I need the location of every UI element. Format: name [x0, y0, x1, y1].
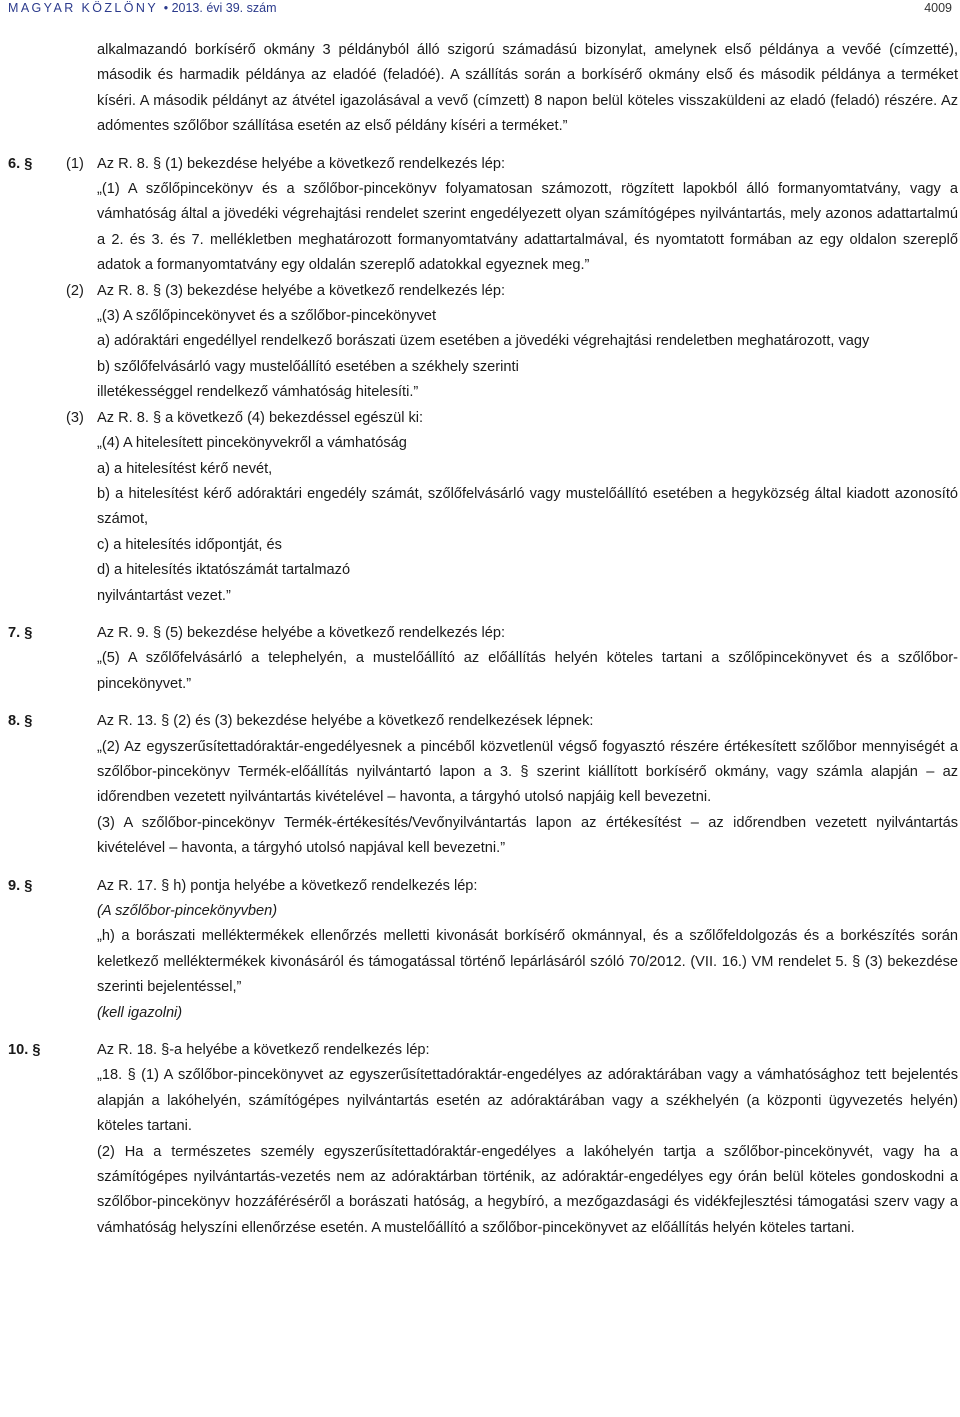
- section: [8, 1038, 958, 1241]
- text-line: „h) a borászati melléktermékek ellenőrzés melletti kivonását borkísérő okmánnyal, és a szőlőfeldolgozás és a borkészítés során keletkező melléktermékek kivonásáról és támogatással történő lepárlásáról szóló 70/2012. (VII. 16.) VM rendelet 5. § (3) bekezdése szerinti bejelentéssel,”: [97, 928, 958, 996]
- subsection-number: (2): [66, 282, 84, 299]
- section-number: 6. §: [8, 155, 33, 172]
- text-line: „(1) A szőlőpincekönyv és a szőlőbor-pincekönyv folyamatosan számozott, rögzített lapokból álló formanyomtatvány, vagy a vámhatóság által a jövedéki végrehajtási rendelet szerint engedélyezett olyan számítógépes nyilvántartás, mely azonos adattartalmú a 2. és 3. és 7. mellékletben meghatározott formanyomtatvány adattartalmával, és nyomtatott formában az egy oldalon szereplő adatok a formanyomtatvány egy oldalán szereplő adatokkal egyeznek meg.”: [97, 181, 958, 274]
- text-line: illetékességgel rendelkező vámhatóság hitelesíti.”: [97, 384, 419, 401]
- text-line: (3) A szőlőbor-pincekönyv Termék-értékesítés/Vevőnyilvántartás lapon az értékesítést – az időrendben vezetett nyilvántartás kivételével – havonta, a tárgyhó utolsó napjával kell bevezetni.”: [97, 814, 958, 857]
- subsection-number: (3): [66, 409, 84, 426]
- subsection-line: [66, 279, 958, 304]
- text-line: b) a hitelesítést kérő adóraktári engedély számát, szőlőfelvásárló vagy mustelőállító esetében a hegyközség által kiadott azonosító számot,: [97, 485, 958, 528]
- text-line: „(5) A szőlőfelvásárló a telephelyén, a mustelőállító az előállítás helyén köteles tartani a szőlőpincekönyvet és a szőlőbor-pincekönyvet.”: [97, 650, 958, 692]
- text-line: Az R. 17. § h) pontja helyébe a következő rendelkezés lép:: [97, 877, 478, 894]
- section-number: 10. §: [8, 1042, 41, 1059]
- section: [8, 874, 958, 1026]
- issue-label: • 2013. évi 39. szám: [163, 1, 277, 15]
- text-line: „(4) A hitelesített pincekönyvekről a vámhatóság: [97, 435, 407, 452]
- section-number: 8. §: [8, 713, 33, 730]
- text-line: Az R. 13. § (2) és (3) bekezdése helyébe a következő rendelkezések lépnek:: [97, 713, 594, 730]
- text-line: (2) Ha a természetes személy egyszerűsítettadóraktár-engedélyes a lakóhelyén tartja a szőlőbor-pincekönyvét, vagy ha a számítógépes nyilvántartás-vezetés nem az adóraktárban történik, az adóraktár-engedélyes egy órán belül köteles gondoskodni a szőlőbor-pincekönyv hozzáféréséről a borászati hatóság, a hegybíró, a mezőgazdasági és vidékfejlesztési támogatási szerv vagy a vámhatóság helyszíni ellenőrzése esetén. A mustelőállító a szőlőbor-pincekönyvet az előállítás helyén köteles tartani.: [97, 1143, 958, 1236]
- text-line: a) a hitelesítést kérő nevét,: [97, 460, 273, 477]
- subsection-text: Az R. 8. § (1) bekezdése helyébe a következő rendelkezés lép:: [97, 155, 506, 172]
- section: [8, 709, 958, 861]
- page-number: 4009: [924, 1, 952, 15]
- subsection-number: (1): [66, 155, 84, 172]
- italic-line: (kell igazolni): [97, 1004, 183, 1021]
- text-line: „18. § (1) A szőlőbor-pincekönyvet az egyszerűsítettadóraktár-engedélyes az adóraktárában vagy a vámhatósághoz tett bejelentés alapján a lakóhelyén, számítógépes nyilvántartás esetén az adóraktárában vagy a székhelyén (a központi ügyvezetés helyén) köteles tartani.: [97, 1067, 958, 1135]
- page-header: [8, 0, 952, 18]
- italic-line: (A szőlőbor-pincekönyvben): [97, 903, 278, 919]
- section: [8, 152, 958, 609]
- text-line: nyilvántartást vezet.”: [97, 587, 231, 604]
- text-line: d) a hitelesítés iktatószámát tartalmazó: [97, 562, 351, 579]
- section: [8, 621, 958, 697]
- journal-name: MAGYAR KÖZLÖNY: [8, 1, 158, 15]
- section-number: 7. §: [8, 624, 33, 641]
- text-line: b) szőlőfelvásárló vagy mustelőállító esetében a székhely szerinti: [97, 358, 519, 375]
- journal-title: [8, 1, 277, 15]
- sections: [8, 152, 958, 1242]
- subsection-line: [66, 152, 958, 177]
- text-line: Az R. 18. §-a helyébe a következő rendelkezés lép:: [97, 1042, 430, 1059]
- intro-paragraph: alkalmazandó borkísérő okmány 3 példányból álló szigorú számadású bizonylat, amelynek első példánya a vevőé (címzetté), második és harmadik példánya az eladóé (feladóé). A szállítás során a borkísérő okmány első és második példánya a terméket kíséri. A második példányt az átvétel igazolásával a vevő (címzett) 8 napon belül köteles visszaküldeni az eladó (feladó) részére. Az adómentes szőlőbor szállítása esetén az első példány kíséri a terméket.”: [97, 42, 958, 135]
- text-line: „(2) Az egyszerűsítettadóraktár-engedélyesnek a pincéből közvetlenül végső fogyasztó részére értékesített szőlőbor mennyiségét a szőlőbor-pincekönyv Termék-előállítás nyilvántartó lapon a 3. § szerint kiállított borkísérő okmány, vagy számla alapján – az időrendben vezetett nyilvántartás kivételével – havonta, a tárgyhó utolsó napjáig kell bevezetni.: [97, 738, 958, 806]
- subsection-text: Az R. 8. § (3) bekezdése helyébe a következő rendelkezés lép:: [97, 282, 506, 299]
- text-line: c) a hitelesítés időpontját, és: [97, 536, 282, 553]
- subsection-line: [66, 406, 958, 431]
- text-line: a) adóraktári engedéllyel rendelkező borászati üzem esetében a jövedéki végrehajtási rendeletben meghatározott, vagy: [97, 333, 870, 350]
- section-number: 9. §: [8, 877, 33, 894]
- document-body: [8, 38, 958, 1241]
- subsection-text: Az R. 8. § a következő (4) bekezdéssel egészül ki:: [97, 409, 424, 426]
- text-line: Az R. 9. § (5) bekezdése helyébe a következő rendelkezés lép:: [97, 624, 506, 641]
- text-line: „(3) A szőlőpincekönyvet és a szőlőbor-pincekönyvet: [97, 308, 437, 325]
